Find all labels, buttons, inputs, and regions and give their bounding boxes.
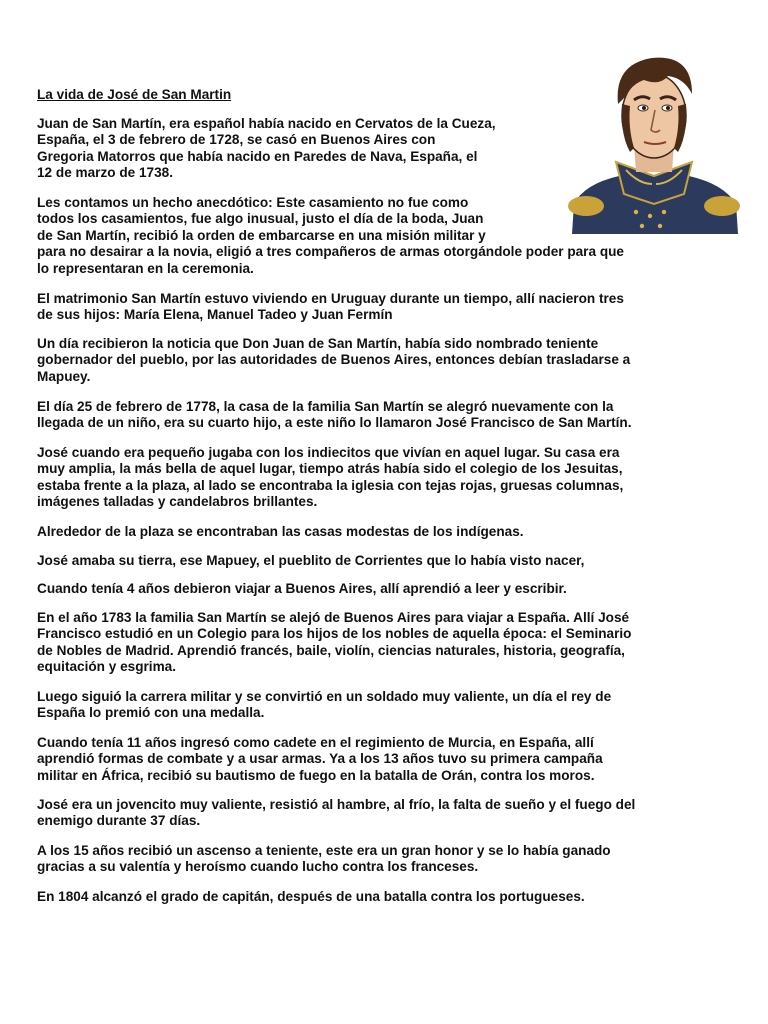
text-line: de San Martín, recibió la orden de embarcarse en una misión militar y [37,227,486,243]
text-line: 12 de marzo de 1738. [37,165,174,181]
text-line: imágenes talladas y candelabros brillantes. [37,494,318,510]
text-line: España lo premió con una medalla. [37,705,265,721]
text-line: En 1804 alcanzó el grado de capitán, después de una batalla contra los portugueses. [37,889,585,904]
text-line: de Nobles de Madrid. Aprendió francés, baile, violín, ciencias naturales, historia, geografía, [37,642,625,658]
paragraph-13 [37,797,635,830]
text-line: aprendió formas de combate y a usar armas. Ya a los 13 años tuvo su primera campaña [37,751,603,767]
text-line: José amaba su tierra, ese Mapuey, el pueblito de Corrientes que lo había visto nacer, [37,553,585,568]
paragraph-5 [37,399,632,432]
text-line: llegada de un niño, era su cuarto hijo, a este niño lo llamaron José Francisco de San Martín. [37,415,632,431]
paragraph-11 [37,689,611,722]
paragraph-10 [37,610,632,676]
text-line: España, el 3 de febrero de 1728, se casó en Buenos Aires con [37,132,436,148]
paragraph-12 [37,735,603,784]
text-line: militar en África, recibió su bautismo de fuego en la batalla de Orán, contra los moros. [37,767,595,783]
text-line: Francisco estudió en un Colegio para los hijos de los nobles de aquella época: el Seminario [37,626,632,642]
text-line: A los 15 años recibió un ascenso a teniente, este era un gran honor y se lo había ganado [37,843,611,858]
text-line: Juan de San Martín, era español había nacido en Cervatos de la Cueza, [37,116,496,131]
paragraph-9 [37,581,567,597]
text-line: estaba frente a la plaza, al lado se encontraba la iglesia con tejas rojas, gruesas columnas, [37,477,624,493]
text-line: lo representaran en la ceremonia. [37,260,254,276]
text-line: Cuando tenía 4 años debieron viajar a Buenos Aires, allí aprendió a leer y escribir. [37,581,567,596]
paragraph-6 [37,445,623,511]
text-line: Cuando tenía 11 años ingresó como cadete en el regimiento de Murcia, en España, allí [37,735,594,750]
text-line: José era un jovencito muy valiente, resistió al hambre, al frío, la falta de sueño y el fuego del [37,797,636,812]
paragraph-8 [37,553,584,569]
text-line: gobernador del pueblo, por las autoridades de Buenos Aires, entonces debían trasladarse a [37,352,631,368]
text-line: Alrededor de la plaza se encontraban las casas modestas de los indígenas. [37,524,524,539]
text-line: José cuando era pequeño jugaba con los indiecitos que vivían en aquel lugar. Su casa era [37,445,620,460]
text-line: equitación y esgrima. [37,659,177,675]
text-line: Un día recibieron la noticia que Don Juan de San Martín, había sido nombrado teniente [37,336,599,351]
paragraph-14 [37,843,611,876]
paragraph-2 [37,195,624,277]
paragraph-15 [37,889,585,905]
text-line: El matrimonio San Martín estuvo viviendo en Uruguay durante un tiempo, allí nacieron tres [37,291,624,306]
text-line: muy amplia, la más bella de aquel lugar, tiempo atrás había sido el colegio de los Jesuitas, [37,461,623,477]
paragraph-7 [37,524,524,540]
text-line: gracias a su valentía y heroísmo cuando lucho contra los franceses. [37,859,479,875]
text-line: de sus hijos: María Elena, Manuel Tadeo y Juan Fermín [37,307,393,323]
text-line: enemigo durante 37 días. [37,813,201,829]
text-line: Mapuey. [37,368,91,384]
text-line: Les contamos un hecho anecdótico: Este casamiento no fue como [37,195,469,210]
text-line: todos los casamientos, fue algo inusual, justo el día de la boda, Juan [37,211,484,227]
text-line: En el año 1783 la familia San Martín se alejó de Buenos Aires para viajar a España. Allí José [37,610,630,625]
paragraph-3 [37,291,624,324]
document-title: La vida de José de San Martin [37,87,232,102]
text-line: Gregoria Matorros que había nacido en Paredes de Nava, España, el [37,148,478,164]
paragraph-1 [37,116,496,182]
text-line: para no desairar a la novia, eligió a tres compañeros de armas otorgándole poder para que [37,244,624,260]
paragraph-4 [37,336,630,385]
text-line: El día 25 de febrero de 1778, la casa de la familia San Martín se alegró nuevamente con la [37,399,614,414]
text-line: Luego siguió la carrera militar y se convirtió en un soldado muy valiente, un día el rey de [37,689,612,704]
